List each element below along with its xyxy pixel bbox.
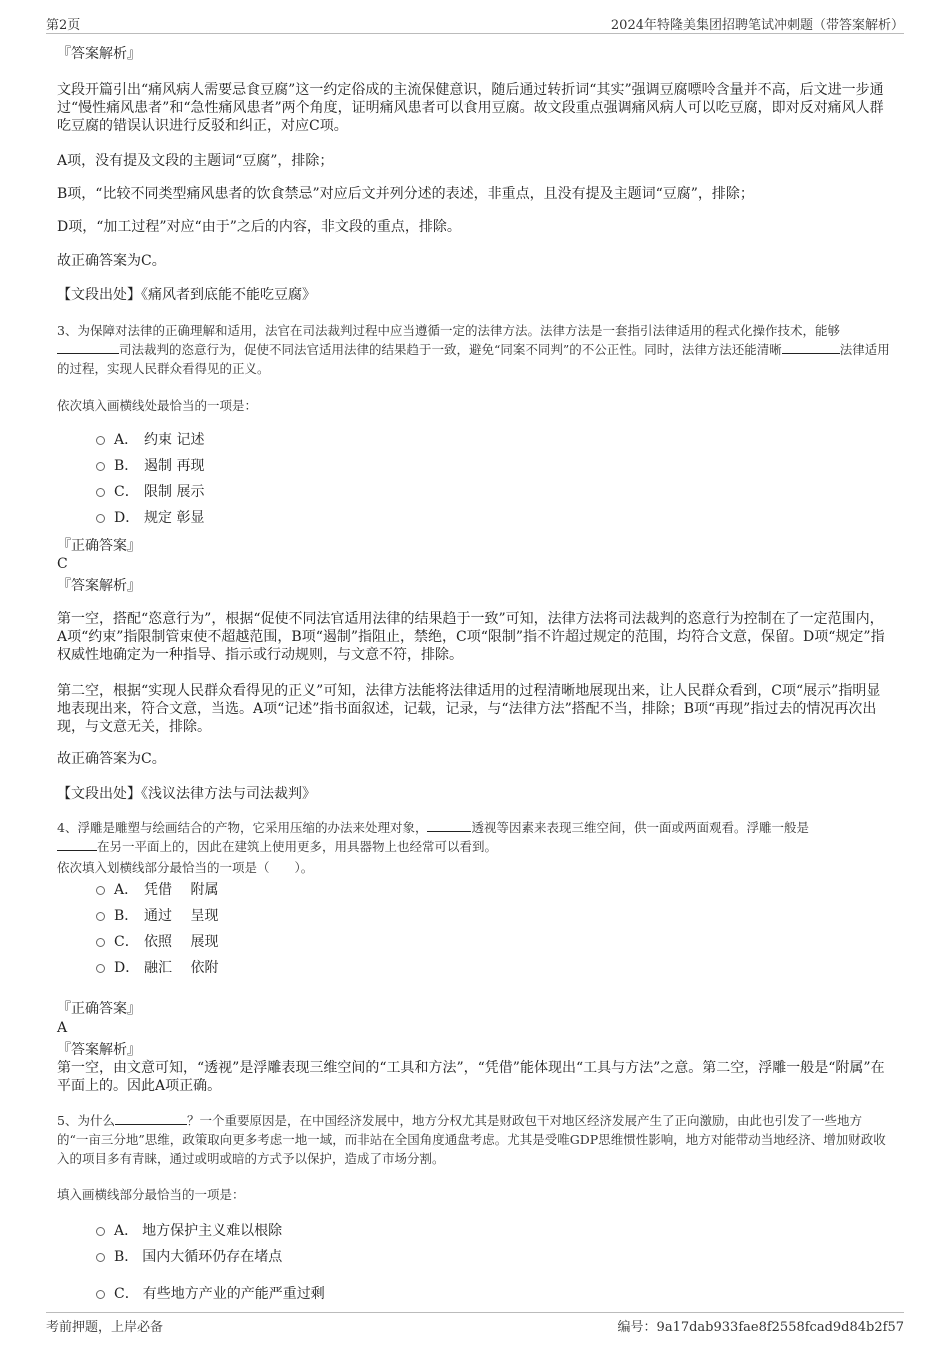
- radio-button[interactable]: [96, 462, 105, 471]
- radio-button[interactable]: [96, 912, 105, 921]
- page-number: 第2页: [46, 18, 81, 33]
- page-header: [46, 11, 904, 34]
- q5-option-a[interactable]: A． 地方保护主义难以根除: [96, 1222, 282, 1240]
- page-footer: [46, 1312, 904, 1335]
- q5-option-b[interactable]: B． 国内大循环仍存在堵点: [96, 1248, 282, 1266]
- q3-analysis-title: 『答案解析』: [57, 578, 141, 594]
- q3-conclusion: 故正确答案为C。: [57, 751, 166, 767]
- radio-button[interactable]: [96, 514, 105, 523]
- q4-option-d[interactable]: D． 融汇 依附: [96, 959, 218, 977]
- q3-option-b[interactable]: B． 遏制 再现: [96, 457, 204, 475]
- radio-button[interactable]: [96, 436, 105, 445]
- q3-analysis-blank2: 第二空，根据“实现人民群众看得见的正义”可知，法律方法能将法律适用的过程清晰地展现出来，让人民群众看到，C项“展示”指明显地表现出来，符合文意，当选。A项“记述”指书面叙述，记载，记录，与“法律方法”搭配不当，排除；B项“再现”指过去的情况再次出现，与文意无关，排除。: [57, 683, 881, 735]
- q3-source: 【文段出处】《浅议法律方法与司法裁判》: [57, 786, 316, 802]
- q3-option-a[interactable]: A． 约束 记述: [96, 431, 204, 449]
- q3-answer-title: 『正确答案』: [57, 538, 141, 554]
- q3-option-d[interactable]: D． 规定 彰显: [96, 509, 204, 527]
- fill-blank: [57, 838, 97, 851]
- q4-analysis-title: 『答案解析』: [57, 1042, 141, 1058]
- q4-answer: A: [57, 1020, 68, 1036]
- q2-conclusion: 故正确答案为C。: [57, 253, 166, 269]
- q2-source: 【文段出处】《痛风者到底能不能吃豆腐》: [57, 287, 316, 303]
- radio-button[interactable]: [96, 1253, 105, 1262]
- radio-button[interactable]: [96, 964, 105, 973]
- q5-question-text: 5、为什么 ？一个重要原因是，在中国经济发展中，地方分权尤其是财政包干对地区经济发展产生了正向激励，由此也引发了一些地方的“一亩三分地”思维，政策取向更多考虑一地一域，而非站在全国角度通盘考虑。尤其是受唯GDP思维惯性影响，地方对能带动当地经济、增加财政收入的项目多有青睐，通过或明或暗的方式予以保护，造成了市场分割。: [57, 1113, 886, 1166]
- radio-button[interactable]: [96, 1290, 105, 1299]
- q2-option-b-note: B项，“比较不同类型痛风患者的饮食禁忌”对应后文并列分述的表述，非重点，且没有提及主题词“豆腐”，排除；: [57, 186, 754, 202]
- fill-blank: [115, 1112, 187, 1125]
- q5-option-c[interactable]: C． 有些地方产业的产能严重过剩: [96, 1285, 325, 1303]
- fill-blank: [782, 341, 840, 354]
- radio-button[interactable]: [96, 488, 105, 497]
- radio-button[interactable]: [96, 1227, 105, 1236]
- q4-prompt: 依次填入划横线部分最恰当的一项是（ ）。: [57, 860, 314, 875]
- fill-blank: [57, 341, 119, 354]
- q2-analysis-title: 『答案解析』: [57, 46, 141, 62]
- radio-button[interactable]: [96, 886, 105, 895]
- q2-analysis-paragraph: 文段开篇引出“痛风病人需要忌食豆腐”这一约定俗成的主流保健意识，随后通过转折词“其实”强调豆腐嘌呤含量并不高，后文进一步通过“慢性痛风患者”和“急性痛风患者”两个角度，证明痛风患者可以食用豆腐。故文段重点强调痛风病人可以吃豆腐，即对反对痛风人群吃豆腐的错误认识进行反驳和纠正，对应C项。: [57, 82, 884, 134]
- q5-prompt: 填入画横线部分最恰当的一项是：: [57, 1187, 245, 1202]
- q4-answer-title: 『正确答案』: [57, 1001, 141, 1017]
- q4-option-b[interactable]: B． 通过 呈现: [96, 907, 218, 925]
- document-title: 2024年特隆美集团招聘笔试冲刺题（带答案解析）: [610, 18, 904, 33]
- fill-blank: [427, 819, 471, 832]
- q4-option-c[interactable]: C． 依照 展现: [96, 933, 218, 951]
- radio-button[interactable]: [96, 938, 105, 947]
- q3-analysis-blank1: 第一空，搭配“恣意行为”，根据“促使不同法官适用法律的结果趋于一致”可知，法律方法将司法裁判的恣意行为控制在了一定范围内，A项“约束”指限制管束使不超越范围，B项“遏制”指阻止，禁绝，C项“限制”指不许超过规定的范围，均符合文意，保留。D项“规定”指权威性地确定为一种指导、指示或行动规则，与文意不符，排除。: [57, 611, 885, 663]
- q3-prompt: 依次填入画横线处最恰当的一项是：: [57, 398, 258, 413]
- footer-slogan: 考前押题，上岸必备: [46, 1320, 164, 1335]
- q3-option-c[interactable]: C． 限制 展示: [96, 483, 204, 501]
- q3-answer: C: [57, 556, 68, 572]
- q4-option-a[interactable]: A． 凭借 附属: [96, 881, 218, 899]
- q4-analysis-text: 第一空，由文意可知，“透视”是浮雕表现三维空间的“工具和方法”，“凭借”能体现出“工具与方法”之意。第二空，浮雕一般是“附属”在平面上的。因此A项正确。: [57, 1060, 885, 1094]
- q2-option-a-note: A项，没有提及文段的主题词“豆腐”，排除；: [57, 153, 334, 169]
- document-id: 编号：9a17dab933fae8f2558fcad9d84b2f57: [617, 1320, 904, 1335]
- q2-option-d-note: D项，“加工过程”对应“由于”之后的内容，非文段的重点，排除。: [57, 219, 461, 235]
- q3-question-text: 3、为保障对法律的正确理解和适用，法官在司法裁判过程中应当遵循一定的法律方法。法律方法是一套指引法律适用的程式化操作技术，能够司法裁判的恣意行为，促使不同法官适用法律的结果趋于一致，避免“同案不同判”的不公正性。同时，法律方法还能清晰 法律适用的过程，实现人民群众看得见的正义。: [57, 323, 890, 376]
- q4-question-text: 4、浮雕是雕塑与绘画结合的产物，它采用压缩的办法来处理对象， 透视等因素来表现三维空间，供一面或两面观看。浮雕一般是 在另一平面上的，因此在建筑上使用更多，用具器物上也经常可以看到。: [57, 820, 809, 854]
